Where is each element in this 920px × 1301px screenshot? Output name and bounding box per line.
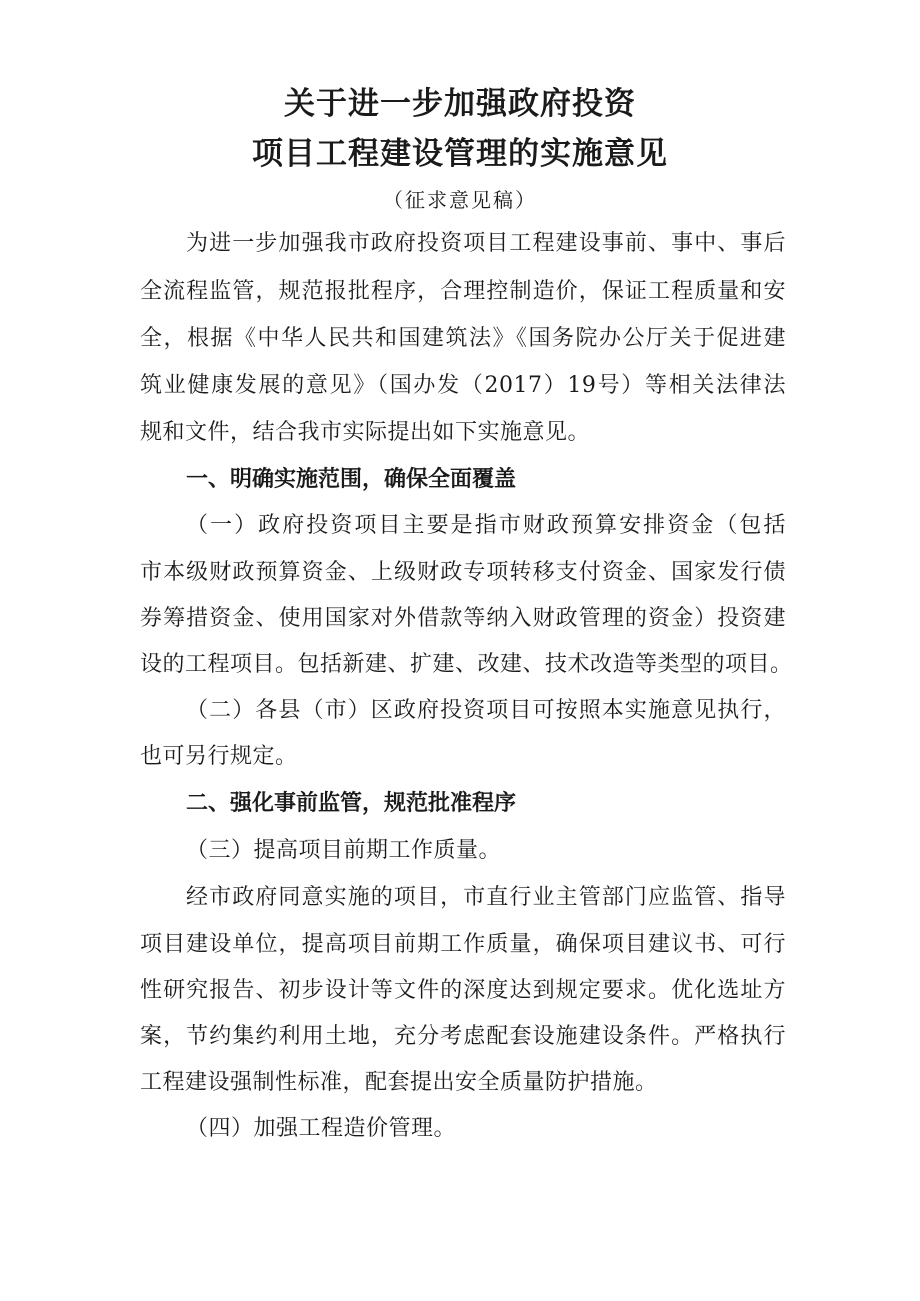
item-line: 项目建设单位，提高项目前期工作质量，确保项目建议书、可行 <box>140 932 786 957</box>
document-title-line-2: 项目工程建设管理的实施意见 <box>252 136 668 172</box>
item-line: 性研究报告、初步设计等文件的深度达到规定要求。优化选址方 <box>140 978 786 1003</box>
item-line: 经市政府同意实施的项目，市直行业主管部门应监管、指导 <box>186 885 786 910</box>
intro-line: 全，根据《中华人民共和国建筑法》《国务院办公厅关于促进建 <box>140 326 786 351</box>
item-line: 市本级财政预算资金、上级财政专项转移支付资金、国家发行债 <box>140 560 786 585</box>
item-title: （四）加强工程造价管理。 <box>186 1116 457 1141</box>
document-subtitle: （征求意见稿） <box>383 188 537 212</box>
intro-line: 全流程监管，规范报批程序，合理控制造价，保证工程质量和安 <box>140 279 786 304</box>
item-line: 也可另行规定。 <box>140 744 298 769</box>
item-line: 设的工程项目。包括新建、扩建、改建、技术改造等类型的项目。 <box>140 652 793 677</box>
item-title: （三）提高项目前期工作质量。 <box>186 838 502 863</box>
intro-line: 规和文件，结合我市实际提出如下实施意见。 <box>140 420 591 445</box>
section-heading: 二、强化事前监管，规范批准程序 <box>186 791 517 816</box>
intro-line: 筑业健康发展的意见》（国办发（2017）19号）等相关法律法 <box>140 373 786 398</box>
item-line: 券筹措资金、使用国家对外借款等纳入财政管理的资金）投资建 <box>140 606 786 631</box>
item-line: （一）政府投资项目主要是指市财政预算安排资金（包括 <box>186 513 786 538</box>
intro-line: 为进一步加强我市政府投资项目工程建设事前、事中、事后 <box>186 231 786 256</box>
item-line: （二）各县（市）区政府投资项目可按照本实施意见执行， <box>186 698 786 723</box>
item-line: 案，节约集约利用土地，充分考虑配套设施建设条件。严格执行 <box>140 1024 786 1049</box>
document-title-line-1: 关于进一步加强政府投资 <box>284 86 636 122</box>
item-line: 工程建设强制性标准，配套提出安全质量防护措施。 <box>140 1070 658 1095</box>
section-heading: 一、明确实施范围，确保全面覆盖 <box>186 467 517 492</box>
